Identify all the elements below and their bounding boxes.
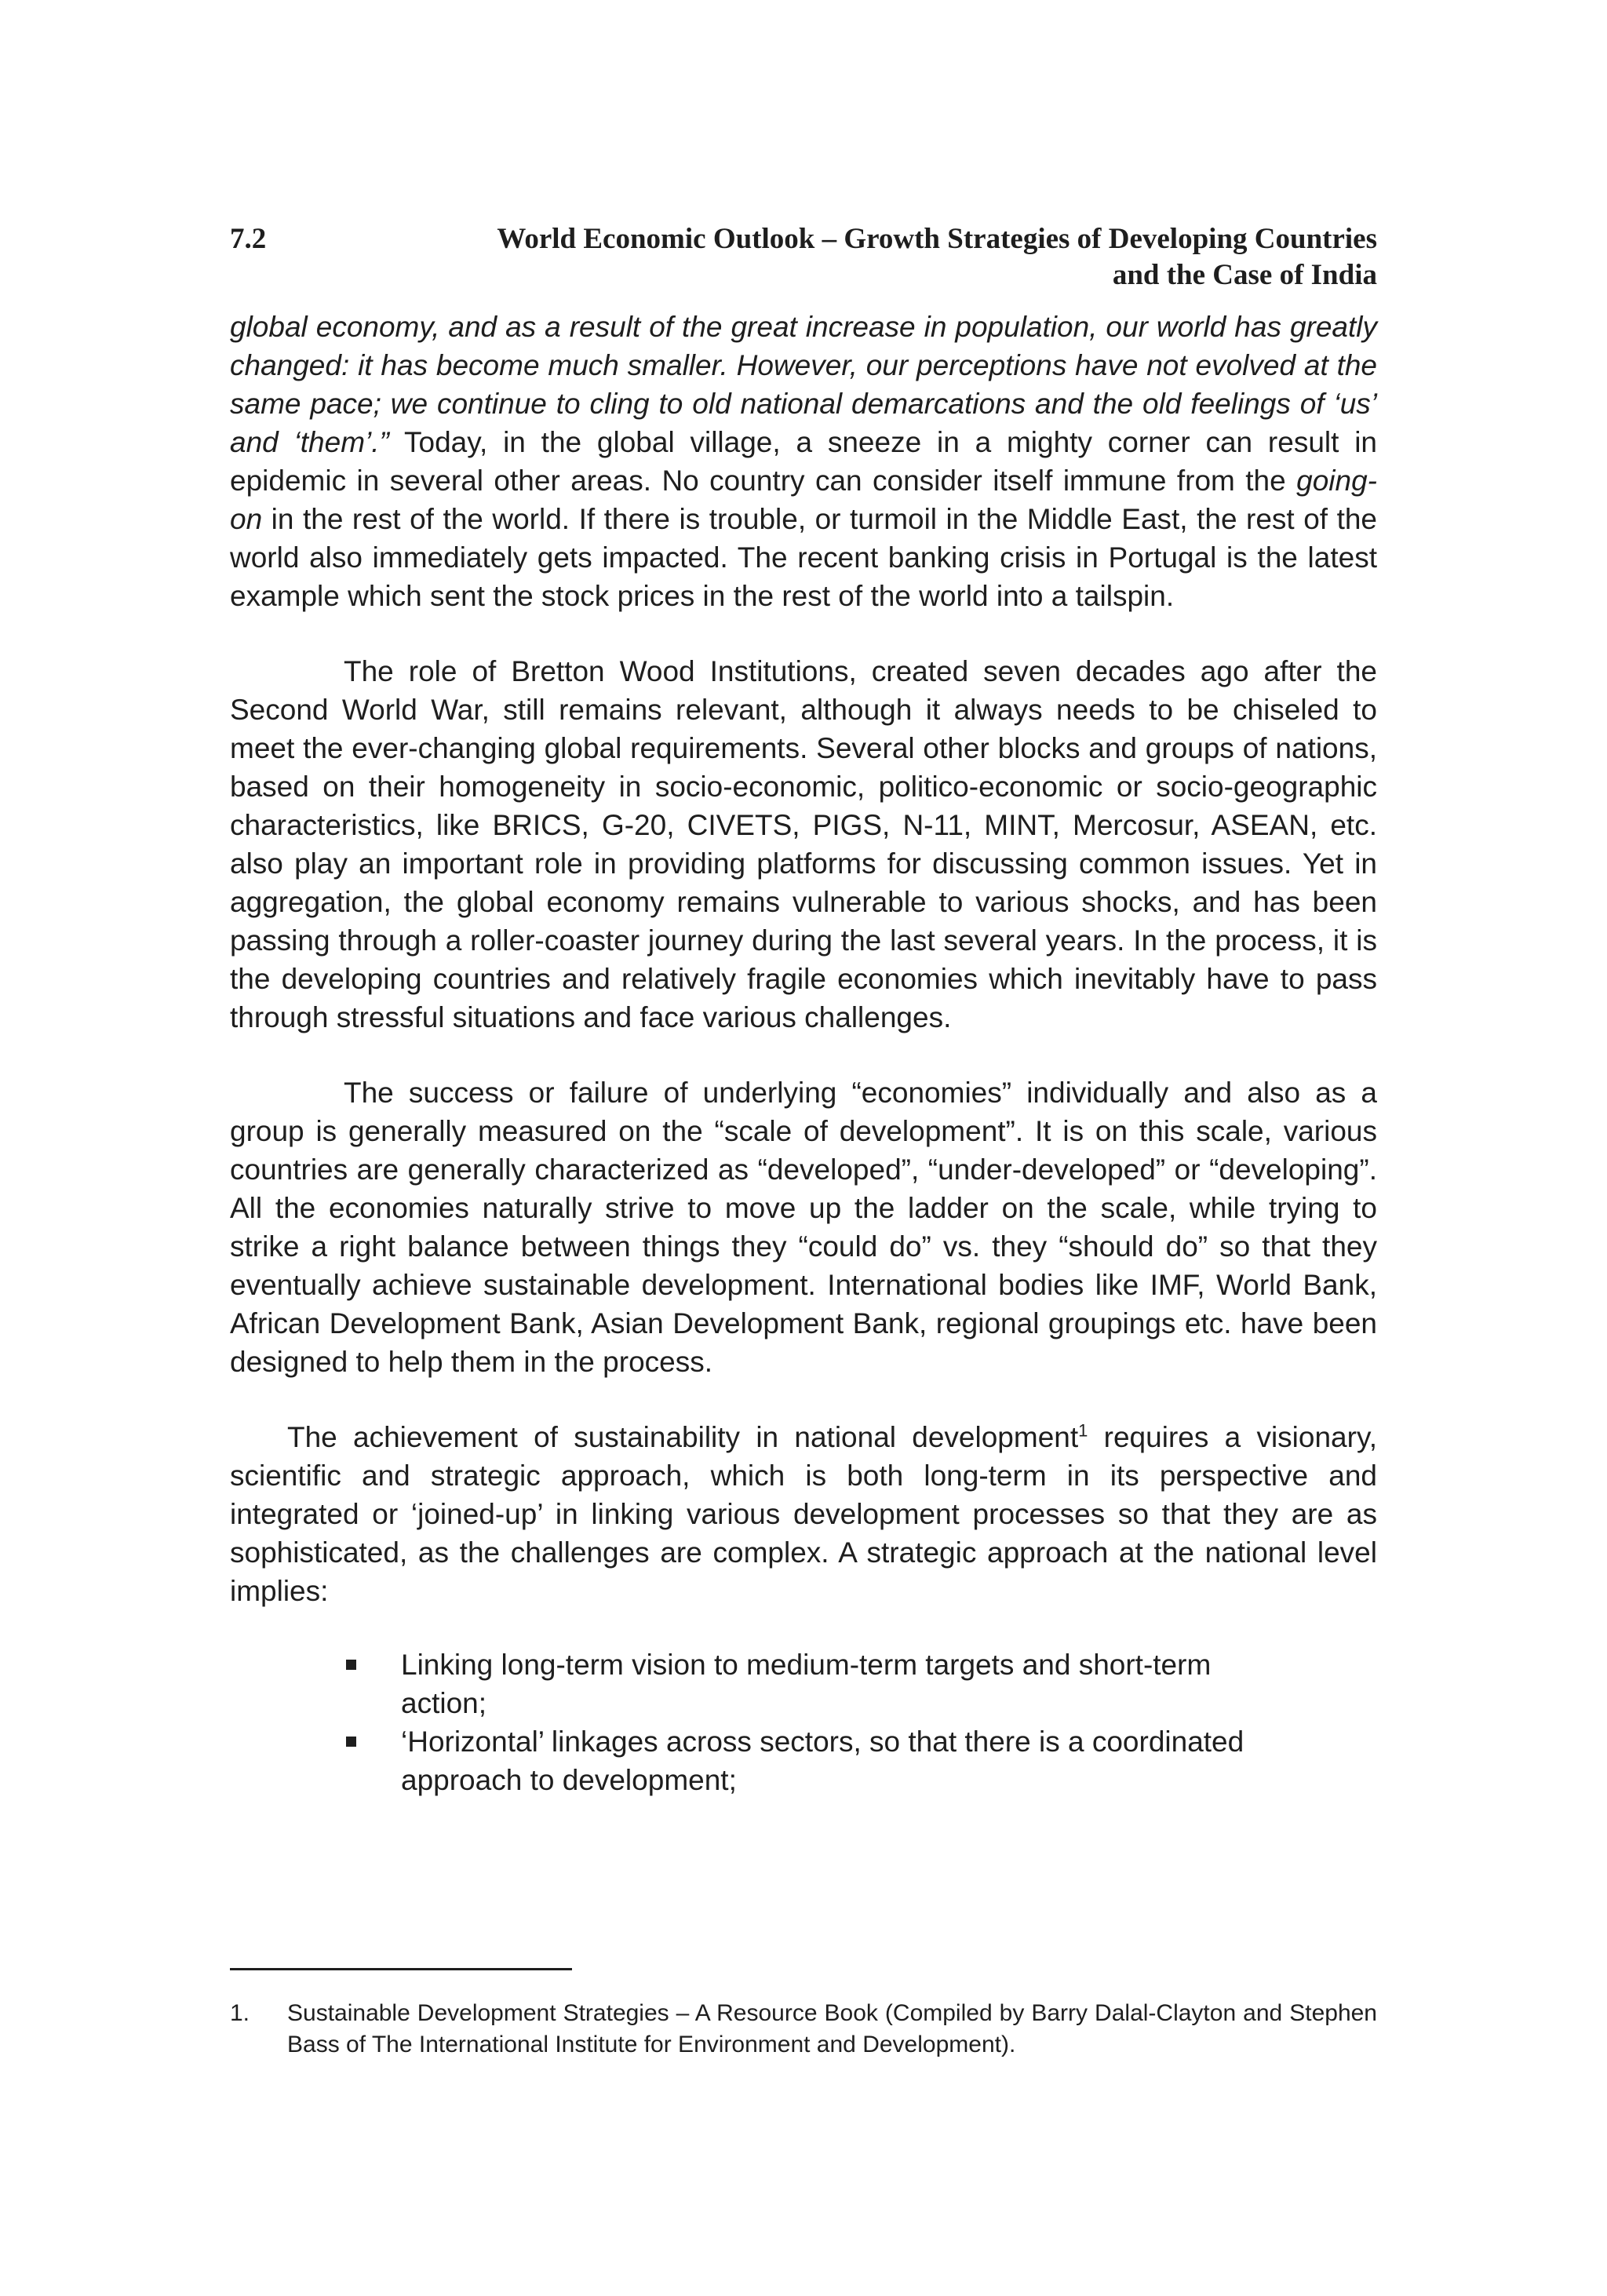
paragraph-2: The role of Bretton Wood Institutions, created seven decades ago after the Second World War, still remains relevant, although it always needs to be chiseled to meet the ever-changing global requirements. Several other blocks and groups of nations, based on their homogeneity in socio-economic, politico-economic or socio-geographic characteristics, like BRICS, G-20, CIVETS, PIGS, N-11, MINT, Mercosur, ASEAN, etc. also play an important role in providing platforms for discussing common issues. Yet in aggregation, the global economy remains vulnerable to various shocks, and has been passing through a roller-coaster journey during the last several years. In the process, it is the developing countries and relatively fragile economies which inevitably have to pass through stressful situations and face various challenges. — [230, 655, 1377, 1033]
list-item-text: ‘Horizontal’ linkages across sectors, so that there is a coordinated approach to development; — [401, 1726, 1244, 1796]
square-bullet-icon — [346, 1737, 356, 1747]
footnote-number: 1. — [230, 2000, 250, 2026]
list-item — [230, 1722, 1264, 1799]
paragraph-1-text-b: in the rest of the world. If there is trouble, or turmoil in the Middle East, the rest of the world also immediately gets impacted. The recent banking crisis in Portugal is the latest example which sent the stock prices in the rest of the world into a tailspin. — [230, 503, 1377, 612]
paragraph-1 — [230, 308, 1377, 615]
footnote-divider — [230, 1968, 572, 1970]
running-title-line-1: World Economic Outlook – Growth Strategies of Developing Countries — [497, 223, 1377, 255]
paragraph-3: The success or failure of underlying “economies” individually and also as a group is generally measured on the “scale of development”. It is on this scale, various countries are generally characterized as “developed”, “under-developed” or “developing”. All the economies naturally strive to move up the ladder on the scale, while trying to strike a right balance between things they “could do” vs. they “should do” so that they eventually achieve sustainable development. International bodies like IMF, World Bank, African Development Bank, Asian Development Bank, regional groupings etc. have been designed to help them in the process. — [230, 1077, 1377, 1378]
paragraph-1-text-a: Today, in the global village, a sneeze in a mighty corner can result in epidemic in several other areas. No country can consider itself immune from the — [230, 426, 1377, 497]
paragraph-1-quote: global economy, and as a result of the great increase in population, our world has greatly changed: it has become much smaller. However, our perceptions have not evolved at the same pace; we continue to cling to old national demarcations and the old feelings of ‘us’ and ‘them’.” — [230, 311, 1377, 458]
page-number: 7.2 — [230, 223, 267, 255]
list-item-text: Linking long-term vision to medium-term targets and short-term action; — [401, 1649, 1212, 1719]
square-bullet-icon — [346, 1660, 356, 1670]
page-header — [230, 221, 1377, 308]
running-title-line-2: and the Case of India — [1112, 259, 1377, 291]
running-title — [435, 221, 1377, 293]
paragraph-1-italic-term: going-on — [230, 465, 1377, 535]
paragraph-4 — [230, 1418, 1377, 1610]
paragraph-4-text-b: requires a visionary, scientific and strategic approach, which is both long-term in its perspective and integrated or ‘joined-up’ in linking various development processes so that they are as sophisticated, as the challenges are complex. A strategic approach at the national level implies: — [230, 1421, 1377, 1607]
paragraph-4-text-a: The achievement of sustainability in national development — [287, 1421, 1079, 1453]
list-item — [230, 1645, 1264, 1722]
page-content — [230, 221, 1377, 1799]
footnote — [230, 1998, 1377, 2061]
footnote-text: Sustainable Development Strategies – A Resource Book (Compiled by Barry Dalal-Clayton and Stephen Bass of The International Institute for Environment and Development). — [287, 2000, 1377, 2057]
bullet-list — [230, 1645, 1377, 1799]
footnote-reference: 1 — [1078, 1420, 1088, 1441]
